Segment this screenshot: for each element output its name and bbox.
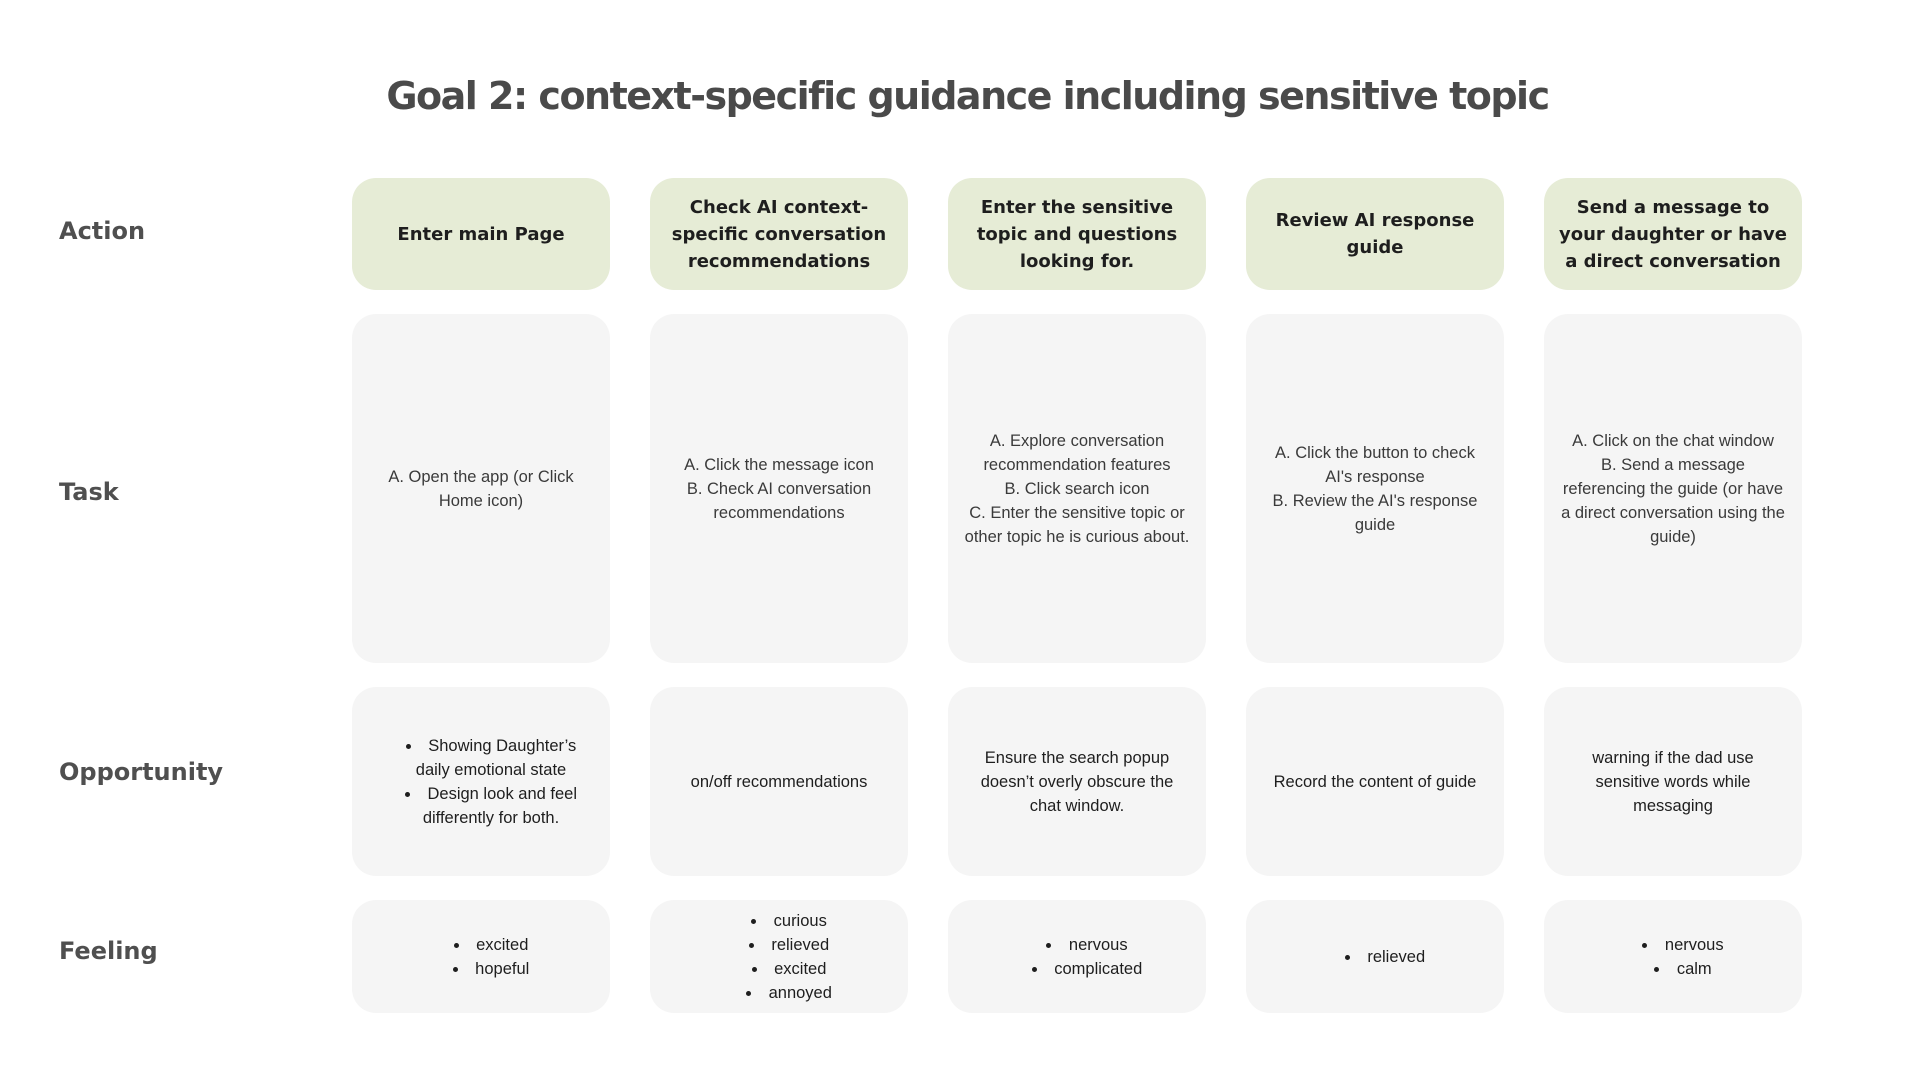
feeling-list <box>726 909 832 1005</box>
task-card-4 <box>1246 314 1504 663</box>
opportunity-text: warning if the dad use sensitive words while messaging <box>1592 748 1754 815</box>
feeling-item: • hopeful <box>453 957 530 981</box>
page-title: Goal 2: context-specific guidance including sensitive topic <box>386 74 1549 118</box>
action-text: Enter the sensitive topic and questions looking for. <box>976 196 1178 272</box>
action-text: Enter main Page <box>397 223 565 245</box>
opportunity-card-4 <box>1246 687 1504 876</box>
opportunity-card-5 <box>1544 687 1802 876</box>
opportunity-card-1 <box>352 687 610 876</box>
task-step: A. Click the message icon <box>684 455 874 474</box>
opportunity-text: Ensure the search popup doesn’t overly obscure the chat window. <box>980 748 1174 815</box>
task-step: B. Review the AI's response guide <box>1272 491 1478 534</box>
feeling-card-3 <box>948 900 1206 1013</box>
action-card-3 <box>948 178 1206 290</box>
feeling-list <box>1012 933 1143 981</box>
task-card-1 <box>352 314 610 663</box>
opportunity-list <box>368 734 594 830</box>
feeling-item: • calm <box>1642 957 1723 981</box>
action-card-2 <box>650 178 908 290</box>
opportunity-card-2 <box>650 687 908 876</box>
feeling-item: • complicated <box>1032 957 1143 981</box>
feeling-card-1 <box>352 900 610 1013</box>
journey-grid <box>352 178 1802 1013</box>
feeling-item: • excited <box>453 933 530 957</box>
feeling-card-5 <box>1544 900 1802 1013</box>
feeling-item: • excited <box>746 957 832 981</box>
action-card-4 <box>1246 178 1504 290</box>
task-step: A. Click the button to check AI's response <box>1275 443 1475 486</box>
action-card-5 <box>1544 178 1802 290</box>
feeling-card-4 <box>1246 900 1504 1013</box>
feeling-item: • relieved <box>746 933 832 957</box>
feeling-item: • nervous <box>1032 933 1143 957</box>
row-label-opportunity: Opportunity <box>59 758 224 786</box>
feeling-list <box>1325 945 1425 969</box>
task-card-5 <box>1544 314 1802 663</box>
task-step: B. Send a message referencing the guide (or have a direct conversation using the guide) <box>1561 455 1785 546</box>
action-text: Review AI response guide <box>1275 210 1475 258</box>
feeling-item: • annoyed <box>746 981 832 1005</box>
feeling-item: • curious <box>746 909 832 933</box>
row-label-task: Task <box>59 478 119 506</box>
task-step: C. Enter the sensitive topic or other topic he is curious about. <box>964 503 1190 546</box>
feeling-list <box>433 933 530 981</box>
task-step: A. Explore conversation recommendation features <box>983 431 1171 474</box>
action-text: Check AI context-specific conversation recommendations <box>671 196 887 272</box>
task-card-3 <box>948 314 1206 663</box>
feeling-list <box>1622 933 1723 981</box>
row-label-feeling: Feeling <box>59 937 158 965</box>
task-step: A. Open the app (or Click Home icon) <box>388 467 574 510</box>
task-card-2 <box>650 314 908 663</box>
opportunity-item: • Showing Daughter’s daily emotional state <box>388 734 594 782</box>
feeling-item: • relieved <box>1345 945 1425 969</box>
task-step: A. Click on the chat window <box>1572 431 1774 450</box>
opportunity-text: on/off recommendations <box>690 772 868 791</box>
task-step: B. Check AI conversation recommendations <box>686 479 872 522</box>
feeling-card-2 <box>650 900 908 1013</box>
opportunity-item: • Design look and feel differently for both. <box>388 782 594 830</box>
task-step: B. Click search icon <box>1004 479 1150 498</box>
feeling-item: • nervous <box>1642 933 1723 957</box>
opportunity-text: Record the content of guide <box>1273 772 1477 791</box>
opportunity-card-3 <box>948 687 1206 876</box>
action-text: Send a message to your daughter or have a direct conversation <box>1559 196 1787 272</box>
action-card-1 <box>352 178 610 290</box>
row-label-action: Action <box>59 217 146 245</box>
